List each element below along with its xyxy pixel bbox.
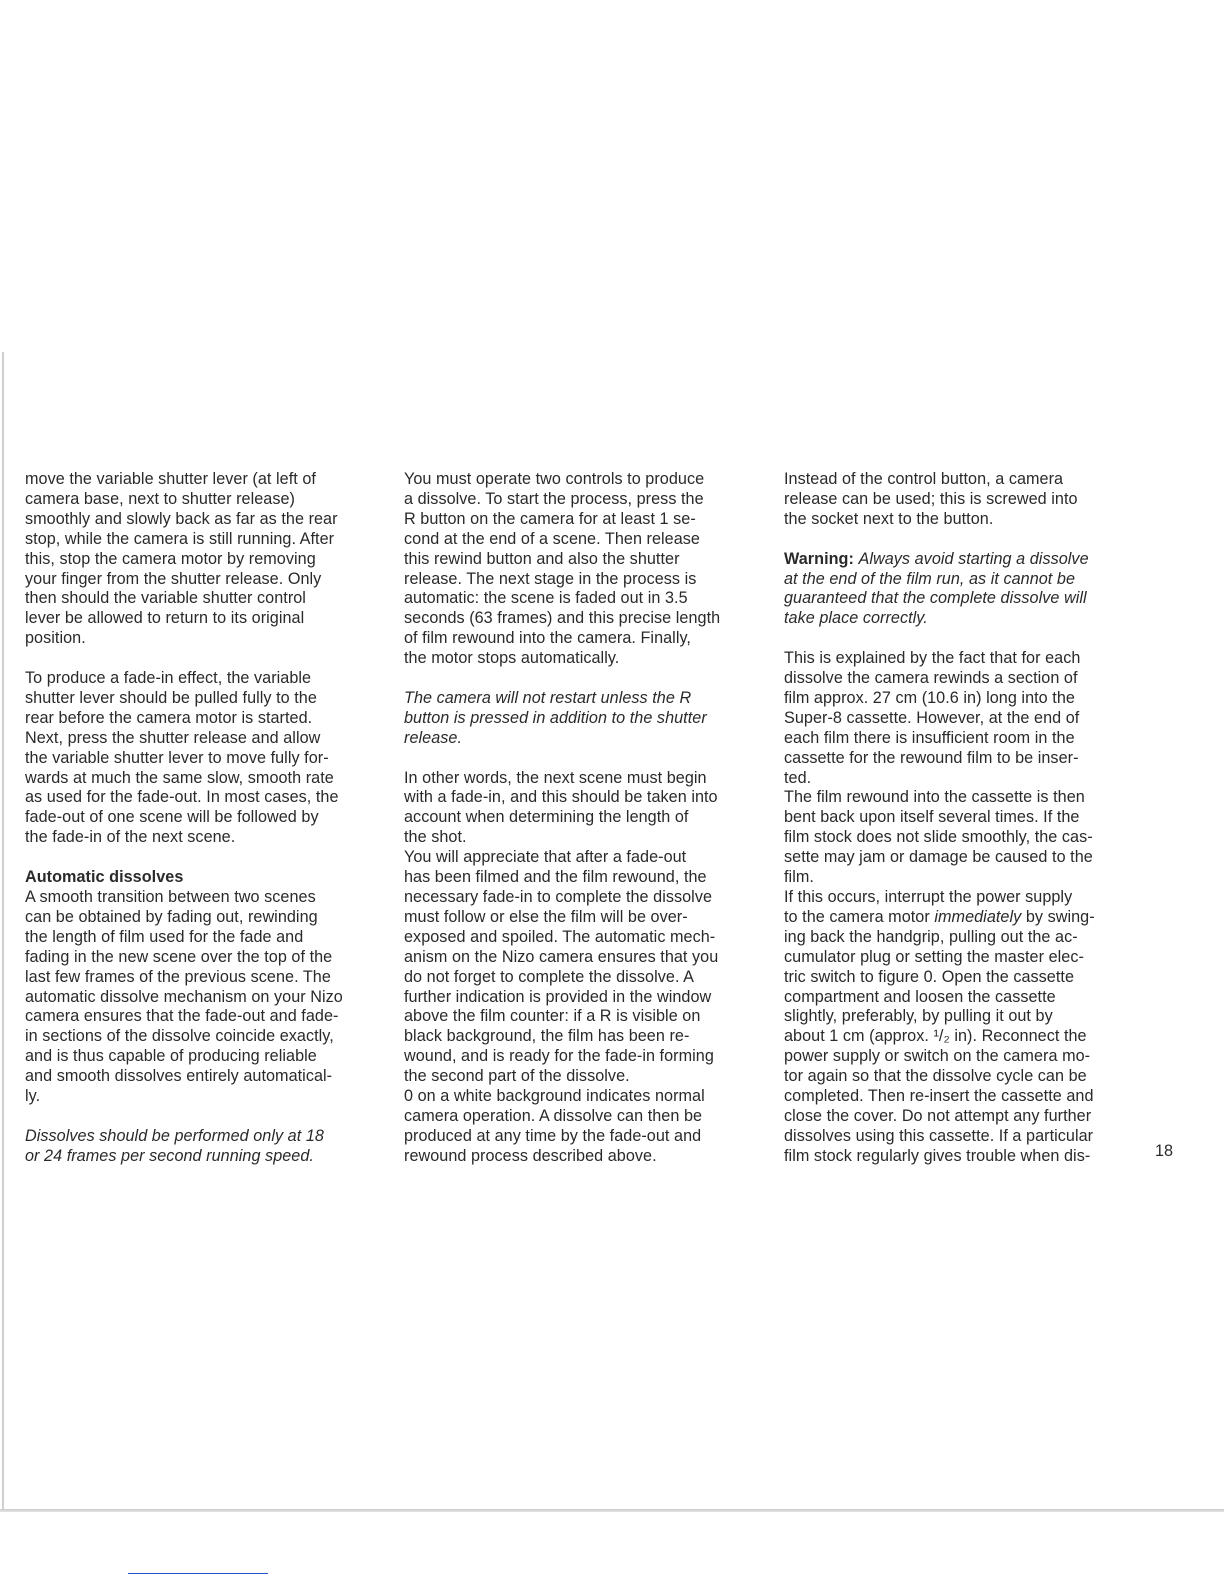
text-line: slightly, preferably, by pulling it out by [784, 1007, 1053, 1026]
paragraph-gap [25, 1107, 371, 1127]
text-line: close the cover. Do not attempt any further [784, 1106, 1092, 1125]
paragraph-gap [25, 649, 371, 669]
paragraph-gap [784, 530, 1122, 550]
text-line: fade-out of one scene will be followed by [25, 808, 319, 827]
text-line: film stock regularly gives trouble when dis- [784, 1146, 1091, 1165]
text-line: and is thus capable of producing reliable [25, 1047, 317, 1066]
emphasis-text: immediately [934, 907, 1022, 926]
paragraph-gap [404, 749, 750, 769]
text-line: guaranteed that the complete dissolve will [784, 589, 1087, 608]
text-line: exposed and spoiled. The automatic mech- [404, 927, 716, 946]
text-line: this, stop the camera motor by removing [25, 549, 316, 568]
text-line: In other words, the next scene must begin [404, 768, 707, 787]
text-line: produced at any time by the fade-out and [404, 1126, 702, 1145]
text-line: Dissolves should be performed only at 18 [25, 1126, 324, 1145]
text-line: and smooth dissolves entirely automatical- [25, 1067, 333, 1086]
text-line: This is explained by the fact that for each [784, 649, 1081, 668]
text-line: a dissolve. To start the process, press the [404, 489, 704, 508]
text-line: button is pressed in addition to the shutter [404, 708, 707, 727]
text-line: automatic: the scene is faded out in 3.5 [404, 589, 688, 608]
text-line: tric switch to figure 0. Open the cassette [784, 967, 1075, 986]
text-line [784, 550, 1122, 570]
text-line [784, 908, 1122, 928]
text-line: wound, and is ready for the fade-in forming [404, 1047, 714, 1066]
text-line: seconds (63 frames) and this precise length [404, 609, 721, 628]
text-line: move the variable shutter lever (at left of [25, 470, 316, 488]
text-column-left [25, 470, 371, 1167]
text-line: film approx. 27 cm (10.6 in) long into the [784, 688, 1075, 707]
text-line: each film there is insufficient room in the [784, 728, 1075, 747]
paragraph [784, 888, 1122, 1167]
paragraph [404, 470, 750, 669]
text-line: about 1 cm (approx. ¹/₂ in). Reconnect the [784, 1027, 1087, 1046]
paragraph [404, 769, 750, 1167]
text-line: To produce a fade-in effect, the variable [25, 669, 312, 688]
scan-underline-mark [128, 1573, 268, 1574]
text-line: last few frames of the previous scene. The [25, 967, 331, 986]
text-line: A smooth transition between two scenes [25, 888, 316, 906]
text-line: rewound process described above. [404, 1146, 657, 1165]
text-line: release. [404, 728, 462, 747]
page-number: 18 [1155, 1142, 1174, 1160]
text-line: automatic dissolve mechanism on your Nizo [25, 987, 343, 1006]
text-line: the motor stops automatically. [404, 649, 620, 668]
text-line: of film rewound into the camera. Finally, [404, 629, 691, 648]
text-line: fading in the new scene over the top of the [25, 947, 333, 966]
text-line: the variable shutter lever to move fully for- [25, 748, 329, 767]
text-line: ted. [784, 768, 812, 787]
text-line: the second part of the dissolve. [404, 1067, 630, 1086]
text-line: further indication is provided in the window [404, 987, 712, 1006]
text-line: shutter lever should be pulled fully to the [25, 688, 317, 707]
text-line: tor again so that the dissolve cycle can be [784, 1067, 1087, 1086]
text-line: the length of film used for the fade and [25, 927, 304, 946]
text-line: camera ensures that the fade-out and fade- [25, 1007, 339, 1026]
text-line: If this occurs, interrupt the power supply [784, 888, 1073, 906]
scan-left-edge [2, 352, 4, 1512]
paragraph-gap [784, 629, 1122, 649]
italic-note [25, 1127, 371, 1167]
text-span: to the camera motor [784, 907, 935, 926]
paragraph-gap [404, 669, 750, 689]
text-line: do not forget to complete the dissolve. A [404, 967, 695, 986]
text-line: film stock does not slide smoothly, the cas- [784, 828, 1093, 847]
text-line: the shot. [404, 828, 467, 847]
italic-note [404, 689, 750, 749]
text-line: this rewind button and also the shutter [404, 549, 680, 568]
text-line: ing back the handgrip, pulling out the ac- [784, 927, 1078, 946]
text-line: The camera will not restart unless the R [404, 688, 692, 707]
text-line: in sections of the dissolve coincide exactly, [25, 1027, 334, 1046]
text-line: the fade-in of the next scene. [25, 828, 236, 847]
text-line: or 24 frames per second running speed. [25, 1146, 314, 1165]
text-line: You must operate two controls to produce [404, 470, 705, 488]
text-line: completed. Then re-insert the cassette and [784, 1087, 1094, 1106]
text-line: lever be allowed to return to its original [25, 609, 305, 628]
text-line: Super-8 cassette. However, at the end of [784, 708, 1080, 727]
paragraph-gap [25, 848, 371, 868]
paragraph [25, 888, 371, 1107]
text-line: sette may jam or damage be caused to the [784, 848, 1093, 867]
text-line: release. The next stage in the process is [404, 569, 697, 588]
text-line: bent back upon itself several times. If the [784, 808, 1080, 827]
text-line: then should the variable shutter control [25, 589, 306, 608]
text-line: as used for the fade-out. In most cases, the [25, 788, 339, 807]
warning-label: Warning: [784, 549, 854, 568]
text-line: your finger from the shutter release. Only [25, 569, 322, 588]
text-line: the socket next to the button. [784, 509, 994, 528]
text-line: Next, press the shutter release and allow [25, 728, 321, 747]
text-line: release can be used; this is screwed into [784, 489, 1078, 508]
text-line: cond at the end of a scene. Then release [404, 529, 700, 548]
text-line: cumulator plug or setting the master elec- [784, 947, 1084, 966]
paragraph [25, 470, 371, 649]
text-line: The film rewound into the cassette is then [784, 788, 1085, 807]
section-heading: Automatic dissolves [25, 868, 184, 887]
text-line: black background, the film has been re- [404, 1027, 690, 1046]
text-line: ly. [25, 1087, 41, 1106]
text-line: can be obtained by fading out, rewinding [25, 907, 318, 926]
paragraph [25, 669, 371, 848]
text-line: cassette for the rewound film to be inser- [784, 748, 1079, 767]
text-line: R button on the camera for at least 1 se- [404, 509, 696, 528]
text-column-middle [404, 470, 750, 1167]
text-line: necessary fade-in to complete the dissolve [404, 888, 713, 906]
text-line: compartment and loosen the cassette [784, 987, 1056, 1006]
text-line: camera operation. A dissolve can then be [404, 1106, 703, 1125]
text-line: wards at much the same slow, smooth rate [25, 768, 334, 787]
text-line: dissolve the camera rewinds a section of [784, 669, 1078, 688]
warning-text: Always avoid starting a dissolve [858, 549, 1089, 568]
text-line: take place correctly. [784, 609, 928, 628]
text-line: account when determining the length of [404, 808, 689, 827]
text-line: film. [784, 868, 814, 887]
text-line: at the end of the film run, as it cannot be [784, 569, 1076, 588]
paragraph [784, 649, 1122, 888]
text-column-right [784, 470, 1122, 1167]
warning-note [784, 550, 1122, 630]
text-line: anism on the Nizo camera ensures that you [404, 947, 719, 966]
text-line: camera base, next to shutter release) [25, 489, 295, 508]
text-line: 0 on a white background indicates normal [404, 1087, 705, 1106]
text-line: above the film counter: if a R is visible on [404, 1007, 701, 1026]
text-line: Instead of the control button, a camera [784, 470, 1064, 488]
paragraph [784, 470, 1122, 530]
text-line: dissolves using this cassette. If a particular [784, 1126, 1094, 1145]
text-line: You will appreciate that after a fade-out [404, 848, 687, 867]
text-span: by swing- [1021, 907, 1095, 926]
text-line: smoothly and slowly back as far as the rear [25, 509, 338, 528]
text-line: position. [25, 629, 86, 648]
text-line: power supply or switch on the camera mo- [784, 1047, 1091, 1066]
text-line: stop, while the camera is still running. After [25, 529, 335, 548]
text-line: rear before the camera motor is started. [25, 708, 313, 727]
text-line: must follow or else the film will be over- [404, 907, 688, 926]
text-line: has been filmed and the film rewound, the [404, 868, 707, 887]
text-line: with a fade-in, and this should be taken into [404, 788, 718, 807]
page-fold-line [0, 1509, 1224, 1512]
